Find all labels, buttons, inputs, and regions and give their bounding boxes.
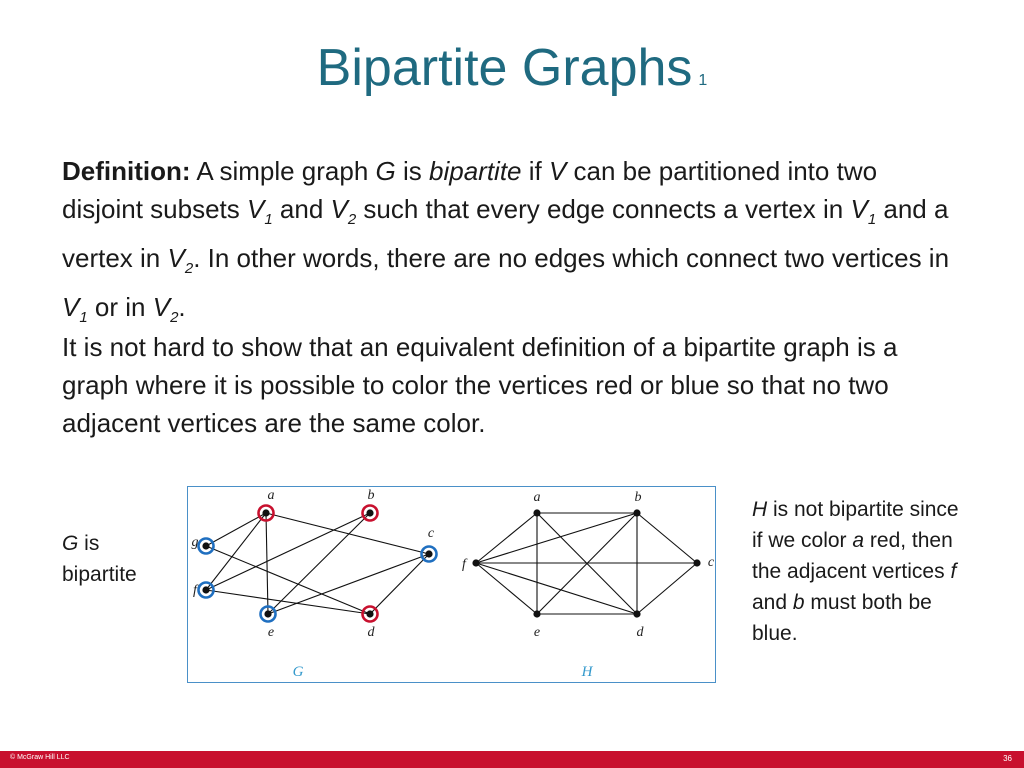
math-v1: $V_1$ xyxy=(246,194,273,229)
graph_G-vertex-label-c: c xyxy=(427,526,435,541)
graph_G-vertex-label-g: g xyxy=(191,535,199,550)
graph_G-edge-g-d xyxy=(206,546,370,614)
vertex-variable: a xyxy=(852,529,865,552)
graph_H-vertex-f xyxy=(472,559,479,566)
caption-text: and xyxy=(752,591,793,614)
graph-variable: G xyxy=(375,156,396,186)
definition-paragraph xyxy=(62,152,962,338)
graph_H-edge-e-f xyxy=(476,563,537,614)
definition-text: such that every edge connects a vertex in xyxy=(356,194,851,224)
graph_G-edge-a-g xyxy=(206,513,266,546)
graph_H-vertex-label-d: d xyxy=(636,625,644,640)
definition-text: or in xyxy=(87,292,153,323)
math-v1: $V_1$ xyxy=(62,292,88,327)
graph_H-vertex-label-a: a xyxy=(533,490,541,505)
graph_H-vertex-a xyxy=(533,509,540,516)
graph_G-vertex-a xyxy=(262,509,269,516)
graph_G-vertex-d xyxy=(366,610,373,617)
caption-text: is not bipartite since if we color xyxy=(752,498,959,552)
graph_H-vertex-d xyxy=(633,610,640,617)
term-bipartite: bipartite xyxy=(429,156,522,186)
slide-title xyxy=(0,38,1024,98)
graph_G-vertex-f xyxy=(202,586,209,593)
copyright: © McGraw Hill LLC xyxy=(10,754,70,761)
graph_G-name-label: G xyxy=(292,664,304,680)
graph_H-vertex-label-b: b xyxy=(634,490,642,505)
graph_G-vertex-label-b: b xyxy=(367,488,375,503)
graph-figure xyxy=(187,486,716,683)
definition-text: and a vertex in xyxy=(62,194,949,274)
definition-label: Definition: xyxy=(62,156,191,186)
math-v1: $V_1$ xyxy=(850,194,877,229)
equivalent-definition-paragraph: It is not hard to show that an equivalent definition of a bipartite graph is a graph where it is possible to color the vertices red or blue so that no two adjacent vertices are the same color. xyxy=(62,332,898,438)
graphs-diagram xyxy=(188,487,714,681)
definition-text: . xyxy=(178,292,186,323)
graph-variable: H xyxy=(752,498,768,521)
graph_H-edge-f-d xyxy=(476,563,637,614)
graph_G-vertex-g xyxy=(202,542,209,549)
vertex-set-variable: V xyxy=(548,156,567,186)
page-number: 36 xyxy=(1003,754,1012,763)
graph_H-name-label: H xyxy=(581,664,593,680)
graph_G-vertex-label-a: a xyxy=(267,488,275,503)
graph_H-edge-a-f xyxy=(476,513,537,563)
graph_H-vertex-label-f: f xyxy=(462,557,466,572)
graph_G-vertex-label-f: f xyxy=(193,583,197,598)
graph_H-vertex-c xyxy=(693,559,700,566)
graph_G-vertex-b xyxy=(366,509,373,516)
graph-variable: G xyxy=(62,532,79,555)
math-v2: $V_2$ xyxy=(152,292,179,327)
graph_G-vertex-label-e: e xyxy=(267,625,275,640)
graph_H-edge-b-c xyxy=(637,513,697,563)
caption-text: red, then the adjacent vertices xyxy=(752,529,953,583)
h-caption xyxy=(752,494,972,649)
definition-text: can be partitioned into two disjoint subsets xyxy=(62,156,878,224)
footer-bar xyxy=(0,751,1024,768)
math-v2: $V_2$ xyxy=(167,243,194,278)
graph_H-vertex-e xyxy=(533,610,540,617)
graph_G-vertex-label-d: d xyxy=(367,625,375,640)
caption-text: must both be blue. xyxy=(752,591,932,645)
title-main: Bipartite Graphs xyxy=(316,39,693,97)
g-caption xyxy=(62,528,172,590)
graph_G-edge-a-f xyxy=(206,513,266,590)
graph_G-vertex-e xyxy=(264,610,271,617)
title-subscript: 1 xyxy=(698,72,708,89)
vertex-variable: f xyxy=(950,560,957,583)
graph_G-edge-b-e xyxy=(268,513,370,614)
graph_H-vertex-label-e: e xyxy=(533,625,541,640)
definition-text: and xyxy=(272,194,331,224)
graph_H-vertex-b xyxy=(633,509,640,516)
vertex-variable: b xyxy=(792,591,805,614)
graph_H-edge-c-d xyxy=(637,563,697,614)
caption-text: is bipartite xyxy=(62,532,137,586)
graph_G-edge-c-d xyxy=(370,554,429,614)
graph_G-edge-b-f xyxy=(206,513,370,590)
definition-text: is xyxy=(395,156,429,186)
graph_G-edge-a-c xyxy=(266,513,429,554)
definition-text: if xyxy=(521,156,549,186)
math-v2: $V_2$ xyxy=(330,194,357,229)
graph_G-vertex-c xyxy=(425,550,432,557)
graph_H-vertex-label-c: c xyxy=(707,555,714,570)
definition-text: A simple graph xyxy=(190,156,376,186)
definition-text: . In other words, there are no edges which connect two vertices in xyxy=(193,243,950,274)
